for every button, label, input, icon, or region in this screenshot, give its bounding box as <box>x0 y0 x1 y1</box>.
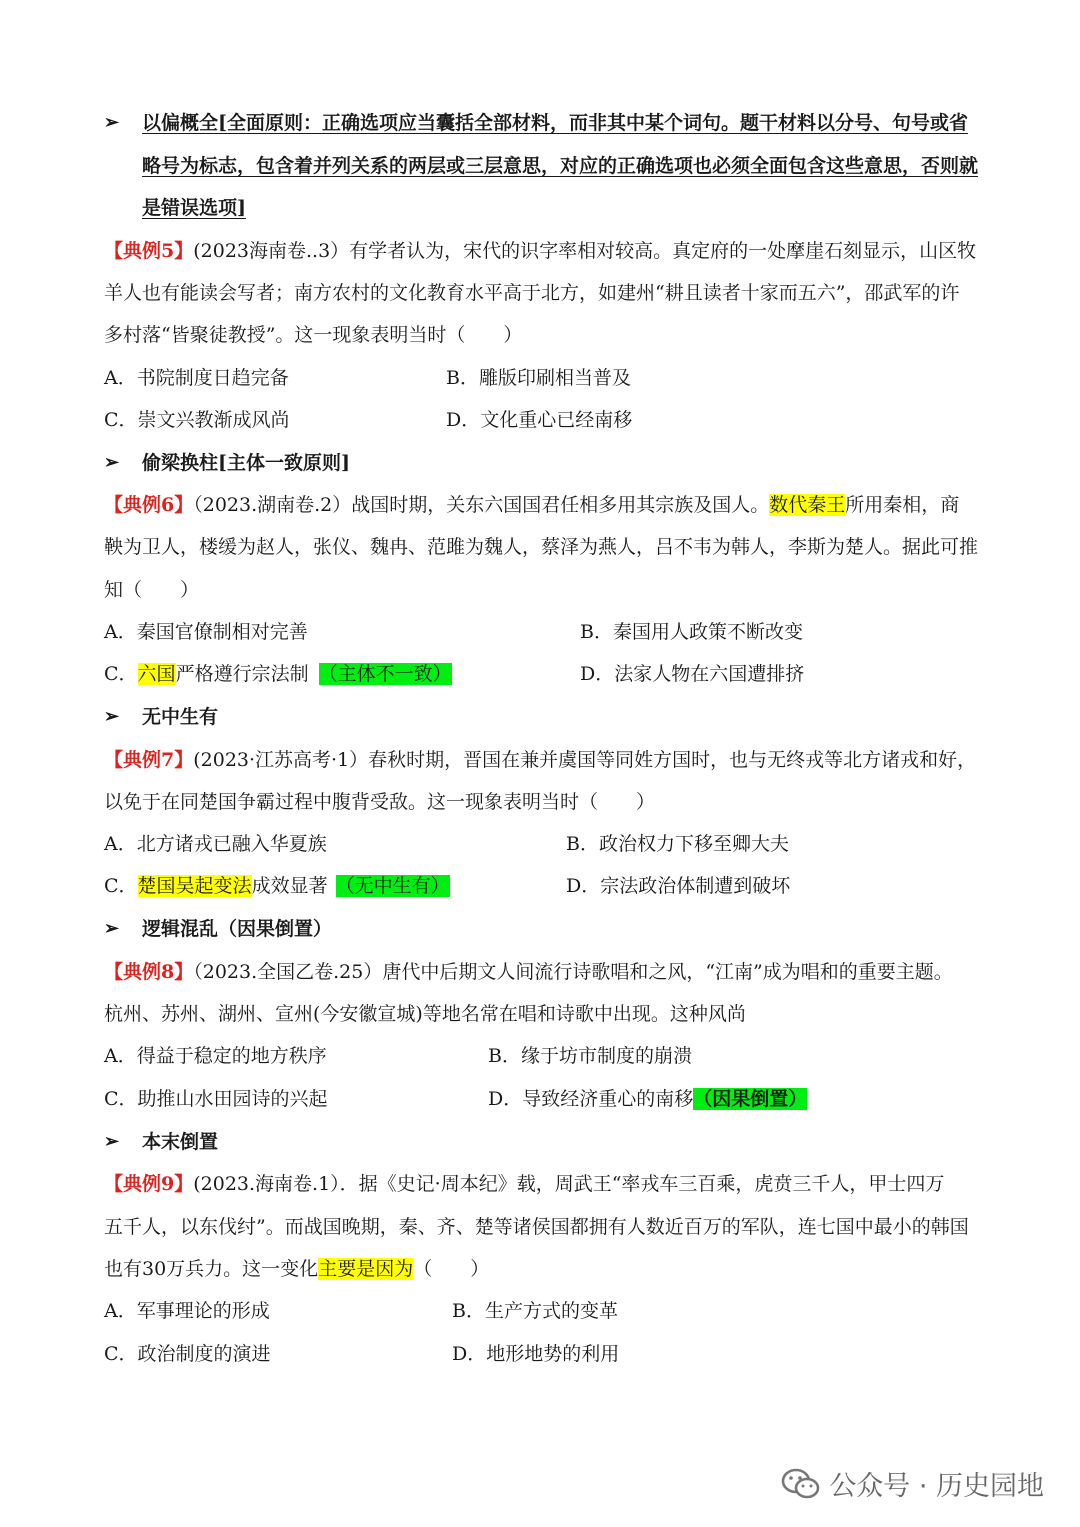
wechat-icon <box>781 1467 821 1501</box>
example-5-tag: 【典例5】 <box>104 240 194 262</box>
example-6-line-2: 鞅为卫人，楼缓为赵人，张仪、魏冉、范雎为魏人，蔡泽为燕人，吕不韦为韩人，李斯为楚人。据此可推 <box>104 536 979 558</box>
example-7-tag: 【典例7】 <box>104 749 194 771</box>
example-9-option-a: A．军事理论的形成 <box>104 1300 270 1322</box>
example-9-line-3: 也有30万兵力。这一变化主要是因为（ ） <box>104 1258 490 1280</box>
example-9-line-2: 五千人，以东伐纣”。而战国晚期，秦、齐、楚等诸侯国都拥有人数近百万的军队，连七国中最小的韩国 <box>104 1216 969 1238</box>
example-6-option-b: B．秦国用人政策不断改变 <box>580 621 803 643</box>
example-5-option-c: C．崇文兴教渐成风尚 <box>104 409 290 431</box>
principle-2-heading: 偷梁换柱[主体一致原则] <box>142 452 350 474</box>
example-5-line-3: 多村落“皆聚徒教授”。这一现象表明当时（ ） <box>104 324 523 346</box>
example-6-option-a: A．秦国官僚制相对完善 <box>104 621 308 643</box>
example-5-option-a: A．书院制度日趋完备 <box>104 367 289 389</box>
example-7-line-2: 以免于在同楚国争霸过程中腹背受敌。这一现象表明当时（ ） <box>104 791 656 813</box>
example-7-option-c: C．楚国吴起变法成效显著 （无中生有） <box>104 875 450 897</box>
highlight-green-note: （主体不一致） <box>318 663 452 685</box>
principle-3-heading: 无中生有 <box>142 706 219 728</box>
example-9-option-c: C．政治制度的演进 <box>104 1343 271 1365</box>
principle-1-line-1: 以偏概全[全面原则：正确选项应当囊括全部材料，而非其中某个词句。题干材料以分号、句号或省 <box>142 112 968 134</box>
highlight-green-note: （因果倒置） <box>693 1088 808 1110</box>
account-name: 公众号 · 历史园地 <box>829 1471 1044 1502</box>
arrow-bullet-icon: ➢ <box>104 112 120 133</box>
example-6-option-c: C．六国严格遵行宗法制 （主体不一致） <box>104 663 452 685</box>
example-5-line-2: 羊人也有能读会写者；南方农村的文化教育水平高于北方，如建州“耕且读者十家而五六”，邵武军的许 <box>104 282 960 304</box>
arrow-bullet-icon: ➢ <box>104 918 120 939</box>
example-7-option-b: B．政治权力下移至卿大夫 <box>566 833 789 855</box>
account-watermark <box>781 1464 1044 1503</box>
example-7-option-d: D．宗法政治体制遭到破坏 <box>566 875 791 897</box>
example-6-line-1: 【典例6】（2023.湖南卷.2）战国时期，关东六国国君任相多用其宗族及国人。数代秦王所用秦相，商 <box>104 494 960 516</box>
example-8-option-b: B．缘于坊市制度的崩溃 <box>488 1045 692 1067</box>
principle-1-line-2: 略号为标志，包含着并列关系的两层或三层意思，对应的正确选项也必须全面包含这些意思，否则就 <box>142 155 979 177</box>
example-6-option-d: D．法家人物在六国遭排挤 <box>580 663 805 685</box>
example-6-line-3: 知（ ） <box>104 579 200 601</box>
example-8-line-1: 【典例8】（2023.全国乙卷.25）唐代中后期文人间流行诗歌唱和之风，“江南”成为唱和的重要主题。 <box>104 961 953 983</box>
example-8-option-a: A．得益于稳定的地方秩序 <box>104 1045 327 1067</box>
highlight-yellow: 六国 <box>137 663 176 685</box>
highlight-green-note: （无中生有） <box>335 875 450 897</box>
example-5-option-b: B．雕版印刷相当普及 <box>446 367 631 389</box>
example-8-line-2: 杭州、苏州、湖州、宣州(今安徽宣城)等地名常在唱和诗歌中出现。这种风尚 <box>104 1003 746 1025</box>
principle-4-heading: 逻辑混乱（因果倒置） <box>142 918 333 940</box>
example-9-tag: 【典例9】 <box>104 1173 194 1195</box>
example-8-option-c: C．助推山水田园诗的兴起 <box>104 1088 328 1110</box>
example-9-option-b: B．生产方式的变革 <box>452 1300 618 1322</box>
example-8-option-d: D．导致经济重心的南移（因果倒置） <box>488 1088 808 1110</box>
example-8-tag: 【典例8】 <box>104 961 194 983</box>
example-7-option-a: A．北方诸戎已融入华夏族 <box>104 833 327 855</box>
arrow-bullet-icon: ➢ <box>104 706 120 727</box>
example-9-option-d: D．地形地势的利用 <box>452 1343 620 1365</box>
arrow-bullet-icon: ➢ <box>104 452 120 473</box>
principle-1-line-3: 是错误选项] <box>142 197 246 219</box>
example-6-tag: 【典例6】 <box>104 494 194 516</box>
example-9-line-1: 【典例9】(2023.海南卷.1）．据《史记·周本纪》载，周武王“率戎车三百乘，虎贲三千人，甲士四万 <box>104 1173 945 1195</box>
highlight-yellow: 数代秦王 <box>769 494 846 516</box>
example-5-line-1: 【典例5】(2023海南卷..3）有学者认为，宋代的识字率相对较高。真定府的一处摩崖石刻显示，山区牧 <box>104 240 977 262</box>
principle-5-heading: 本末倒置 <box>142 1131 219 1153</box>
highlight-yellow: 楚国吴起变法 <box>137 875 252 897</box>
arrow-bullet-icon: ➢ <box>104 1131 120 1152</box>
example-7-line-1: 【典例7】(2023·江苏高考·1）春秋时期，晋国在兼并虞国等同姓方国时，也与无终戎等北方诸戎和好， <box>104 749 977 771</box>
highlight-yellow: 主要是因为 <box>318 1258 414 1280</box>
example-5-option-d: D．文化重心已经南移 <box>446 409 633 431</box>
